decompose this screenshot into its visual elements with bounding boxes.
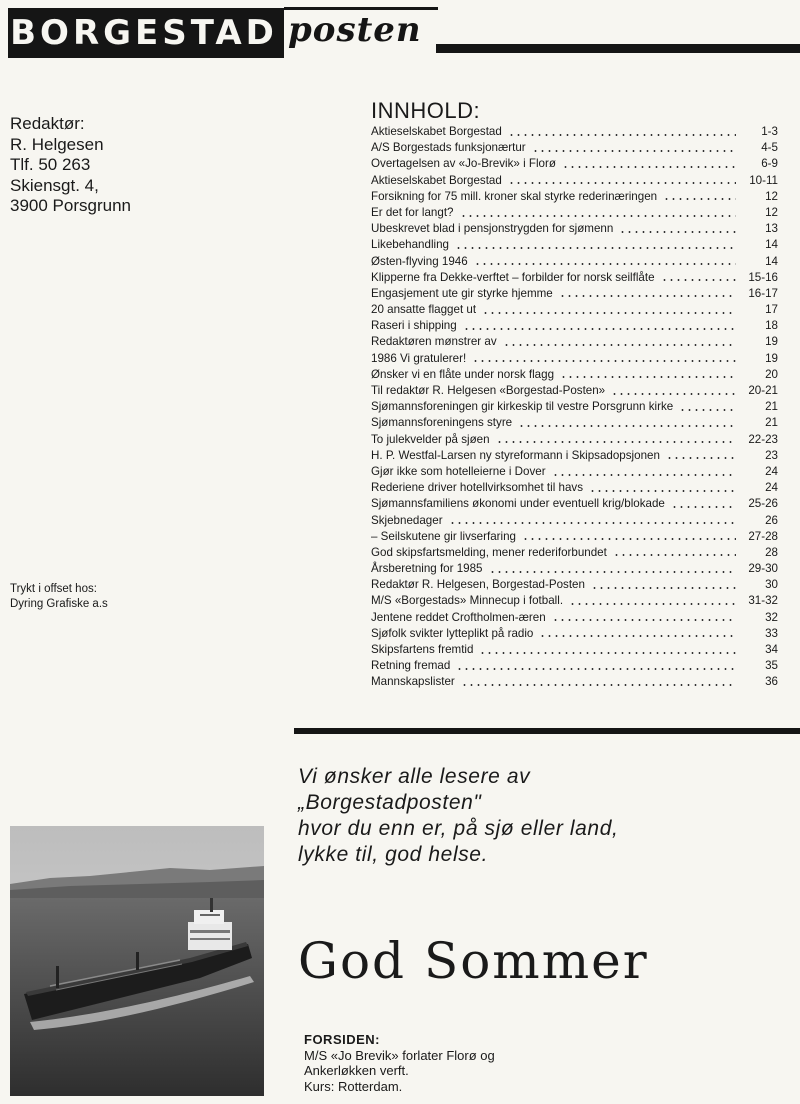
toc-entry-page: 20-21 — [748, 384, 778, 397]
toc-entry-title: A/S Borgestads funksjonærtur — [371, 141, 526, 155]
toc-entry-title: Sjømannsfamiliens økonomi under eventuell krig/blokade — [371, 497, 665, 511]
toc-entry-title: Likebehandling — [371, 238, 450, 252]
toc-entry-page: 20 — [765, 367, 778, 381]
toc-entry — [371, 383, 778, 399]
masthead-rule — [436, 44, 800, 53]
toc-entry — [371, 318, 778, 334]
toc-leader-dots — [562, 166, 736, 168]
toc-entry-title: Til redaktør R. Helgesen «Borgestad-Posten» — [371, 384, 606, 397]
toc-entry-page: 32 — [765, 610, 778, 624]
toc-entry — [371, 496, 778, 512]
ship-photo-image — [10, 826, 264, 1096]
toc-entry — [371, 399, 778, 415]
toc-leader-dots — [455, 247, 736, 249]
toc-entry-page: 27-28 — [748, 529, 778, 543]
toc-entry-page: 17 — [765, 303, 778, 317]
section-divider — [294, 728, 800, 734]
toc-entry — [371, 448, 778, 464]
greeting-line: hvor du enn er, på sjø eller land, — [298, 817, 619, 840]
toc-entry-page: 16-17 — [748, 286, 778, 300]
toc-entry — [371, 302, 778, 318]
printer-label: Trykt i offset hos: — [10, 583, 97, 595]
toc-entry — [371, 351, 778, 367]
editor-phone: Tlf. 50 263 — [10, 155, 91, 174]
toc-entry-page: 13 — [765, 222, 778, 236]
toc-entry-title: Engasjement ute gir styrke hjemme — [371, 286, 553, 300]
toc-entry-page: 4-5 — [761, 141, 778, 155]
toc-leader-dots — [559, 295, 736, 297]
toc-leader-dots — [569, 603, 736, 605]
toc-entry — [371, 189, 778, 205]
toc-leader-dots — [560, 376, 736, 378]
toc-entry — [371, 658, 778, 674]
toc-entry-title: Mannskapslister — [371, 675, 455, 689]
editor-city: 3900 Porsgrunn — [10, 196, 131, 215]
toc-entry — [371, 221, 778, 237]
toc-entry-page: 22-23 — [748, 432, 778, 446]
printer-name: Dyring Grafiske a.s — [10, 598, 108, 610]
editor-label: Redaktør: — [10, 114, 85, 133]
editor-info — [10, 114, 230, 217]
toc-entry-page: 35 — [765, 659, 778, 673]
cover-line: Ankerløkken verft. — [304, 1063, 409, 1078]
toc-entry — [371, 140, 778, 156]
toc-entry-page: 33 — [765, 626, 778, 640]
cover-heading: FORSIDEN: — [304, 1032, 380, 1047]
toc-leader-dots — [611, 393, 736, 395]
toc-entry-page: 30 — [765, 578, 778, 592]
toc-entry — [371, 464, 778, 480]
toc-leader-dots — [532, 150, 736, 152]
toc-entry-title: Gjør ikke som hotelleierne i Dover — [371, 464, 546, 478]
toc-leader-dots — [503, 344, 736, 346]
toc-entry — [371, 545, 778, 561]
toc-leader-dots — [663, 198, 736, 200]
toc-leader-dots — [619, 231, 736, 233]
toc-entry-page: 21 — [765, 416, 778, 430]
toc-entry-title: Forsikning for 75 mill. kroner skal styrke rederinæringen — [371, 189, 658, 203]
toc-entry-page: 34 — [765, 643, 778, 656]
toc-leader-dots — [671, 506, 736, 508]
toc-entry-page: 21 — [765, 400, 778, 414]
masthead-logo: BORGESTAD — [8, 8, 284, 58]
toc-leader-dots — [679, 409, 736, 411]
toc-entry-page: 14 — [765, 238, 778, 252]
cover-line: M/S «Jo Brevik» forlater Florø og — [304, 1047, 495, 1063]
toc-leader-dots — [461, 684, 736, 686]
masthead-script-logo: posten — [288, 10, 422, 50]
toc-entry — [371, 156, 778, 172]
signoff-heading: God Sommer — [298, 932, 649, 990]
toc-entry-page: 23 — [765, 448, 778, 462]
toc-leader-dots — [474, 263, 736, 265]
toc-leader-dots — [508, 134, 736, 136]
printer-info — [10, 582, 210, 612]
toc-entry — [371, 334, 778, 350]
greeting-line: lykke til, god helse. — [298, 843, 489, 866]
toc-leader-dots — [552, 474, 736, 476]
toc-entry-title: Er det for langt? — [371, 205, 454, 219]
ship-photo — [10, 826, 264, 1096]
toc-entry — [371, 626, 778, 642]
toc-leader-dots — [508, 182, 736, 184]
toc-entry — [371, 480, 778, 496]
toc-entry-title: – Seilskutene gir livserfaring — [371, 529, 516, 543]
toc-leader-dots — [518, 425, 736, 427]
toc-entry-title: Ønsker vi en flåte under norsk flagg — [371, 367, 555, 381]
toc-entry — [371, 254, 778, 270]
editor-name: R. Helgesen — [10, 134, 104, 154]
cover-line: Kurs: Rotterdam. — [304, 1078, 403, 1094]
toc-entry-page: 1-3 — [761, 125, 778, 138]
toc-entry-page: 19 — [765, 351, 778, 365]
toc-entry — [371, 577, 778, 593]
toc-leader-dots — [456, 668, 736, 670]
greeting-line: „Borgestadposten" — [298, 791, 482, 814]
toc-entry-title: Overtagelsen av «Jo-Brevik» i Florø — [371, 157, 556, 171]
toc-leader-dots — [479, 652, 736, 654]
toc-leader-dots — [613, 554, 736, 556]
toc-entry — [371, 432, 778, 448]
toc-leader-dots — [449, 522, 736, 524]
toc-entry-title: Raseri i shipping — [371, 319, 457, 333]
toc-leader-dots — [552, 619, 736, 621]
toc-entry — [371, 415, 778, 431]
toc-entry-page: 6-9 — [761, 157, 778, 171]
toc-entry-title: Skjebnedager — [371, 513, 443, 527]
toc-entry-page: 29-30 — [748, 562, 778, 576]
toc-entry-page: 15-16 — [748, 270, 778, 284]
toc-leader-dots — [539, 635, 736, 637]
toc-entry-title: H. P. Westfal-Larsen ny styreformann i Skipsadopsjonen — [371, 448, 660, 462]
toc-entry-title: Retning fremad — [371, 659, 451, 673]
toc-leader-dots — [591, 587, 736, 589]
toc-entry-page: 18 — [765, 319, 778, 333]
toc-entry-title: Østen-flyving 1946 — [371, 254, 468, 268]
toc-entry-title: Rederiene driver hotellvirksomhet til havs — [371, 481, 583, 495]
toc-entry — [371, 367, 778, 383]
toc-entry-title: Jentene reddet Croftholmen-æren — [371, 610, 546, 624]
toc-entry — [371, 529, 778, 545]
toc-entry-page: 19 — [765, 335, 778, 349]
toc-entry — [371, 286, 778, 302]
toc-entry-title: Klipperne fra Dekke-verftet – forbilder for norsk seilflåte — [371, 270, 655, 284]
toc-entry-title: Redaktøren mønstrer av — [371, 335, 497, 349]
toc-entry-page: 10-11 — [749, 173, 778, 187]
greeting-line: Vi ønsker alle lesere av — [298, 765, 531, 788]
toc-leader-dots — [496, 441, 736, 443]
toc-entry-title: To julekvelder på sjøen — [371, 432, 490, 446]
table-of-contents — [371, 124, 778, 691]
toc-entry-title: Årsberetning for 1985 — [371, 562, 483, 576]
toc-entry — [371, 513, 778, 529]
toc-entry-title: Skipsfartens fremtid — [371, 643, 474, 656]
toc-entry — [371, 237, 778, 253]
toc-entry-title: M/S «Borgestads» Minnecup i fotball. — [371, 594, 564, 608]
toc-entry — [371, 270, 778, 286]
toc-entry — [371, 674, 778, 690]
toc-entry-page: 28 — [765, 545, 778, 559]
toc-entry — [371, 173, 778, 189]
toc-leader-dots — [666, 457, 736, 459]
toc-entry-title: Sjøfolk svikter lytteplikt på radio — [371, 626, 534, 640]
toc-entry-title: 1986 Vi gratulerer! — [371, 351, 467, 365]
toc-entry-page: 14 — [765, 254, 778, 268]
toc-leader-dots — [522, 538, 736, 540]
toc-leader-dots — [661, 279, 736, 281]
toc-entry-page: 31-32 — [748, 594, 778, 608]
toc-leader-dots — [482, 312, 736, 314]
toc-leader-dots — [589, 490, 736, 492]
toc-entry-title: Sjømannsforeningen gir kirkeskip til vestre Porsgrunn kirke — [371, 400, 674, 414]
toc-leader-dots — [463, 328, 736, 330]
toc-entry-page: 36 — [765, 675, 778, 689]
toc-entry-page: 12 — [765, 205, 778, 219]
toc-leader-dots — [472, 360, 736, 362]
toc-entry-title: Aktieselskabet Borgestad — [371, 173, 502, 187]
cover-caption — [304, 1032, 604, 1094]
toc-entry-page: 26 — [765, 513, 778, 527]
toc-entry — [371, 610, 778, 626]
toc-entry-title: God skipsfartsmelding, mener rederiforbundet — [371, 545, 607, 559]
toc-leader-dots — [489, 571, 737, 573]
toc-entry-title: Ubeskrevet blad i pensjonstrygden for sjømenn — [371, 222, 614, 236]
toc-entry-page: 25-26 — [748, 497, 778, 511]
toc-entry-page: 12 — [765, 189, 778, 203]
toc-entry-page: 24 — [765, 481, 778, 495]
toc-entry-title: Aktieselskabet Borgestad — [371, 125, 502, 138]
editor-street: Skiensgt. 4, — [10, 175, 99, 195]
toc-entry — [371, 561, 778, 577]
toc-entry — [371, 593, 778, 609]
contents-heading: INNHOLD: — [371, 98, 481, 123]
toc-entry — [371, 642, 778, 658]
toc-leader-dots — [460, 215, 737, 217]
toc-entry-title: 20 ansatte flagget ut — [371, 303, 477, 317]
toc-entry-title: Sjømannsforeningens styre — [371, 416, 513, 430]
toc-entry — [371, 124, 778, 140]
greeting-message — [298, 764, 778, 868]
toc-entry — [371, 205, 778, 221]
toc-entry-page: 24 — [765, 464, 778, 478]
toc-entry-title: Redaktør R. Helgesen, Borgestad-Posten — [371, 578, 585, 592]
